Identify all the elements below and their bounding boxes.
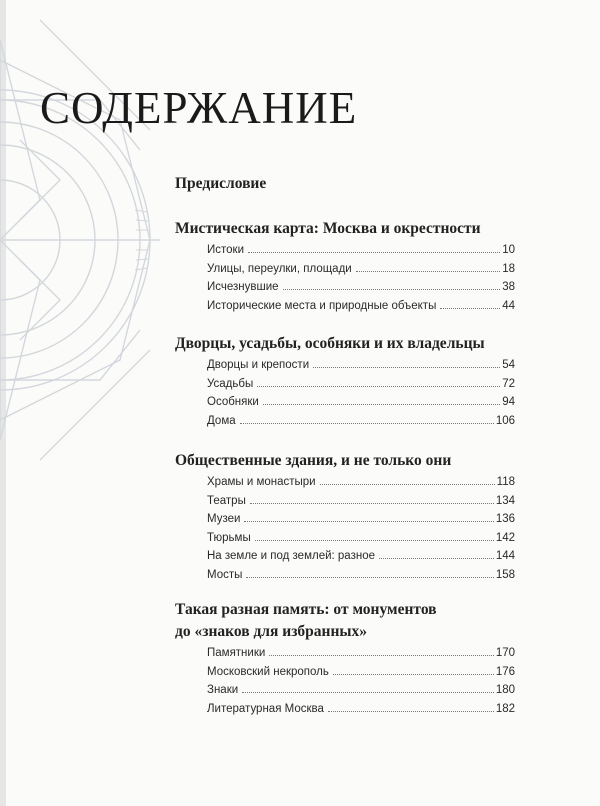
toc-section: [175, 333, 515, 433]
entry-name: Знаки: [207, 684, 239, 697]
toc-entry: [175, 263, 515, 282]
dot-leader: [250, 503, 494, 504]
toc-entry: [175, 666, 515, 685]
toc-section: [175, 599, 515, 721]
dot-leader: [440, 308, 500, 309]
entry-page: 176: [495, 665, 515, 678]
toc-entry: [175, 647, 515, 666]
dot-leader: [328, 711, 494, 712]
entry-page: 182: [495, 702, 515, 715]
entry-name: Дворцы и крепости: [207, 359, 310, 371]
section-title: [175, 218, 515, 240]
dot-leader: [244, 521, 493, 522]
dot-leader: [255, 540, 494, 541]
dot-leader: [263, 404, 500, 405]
entry-name: Московский некрополь: [207, 665, 329, 678]
entry-name: Истоки: [207, 244, 245, 256]
preface-heading: Предисловие: [175, 175, 267, 192]
entry-page: 106: [495, 414, 515, 427]
dot-leader: [283, 289, 501, 290]
entry-name: Литературная Москва: [207, 702, 324, 715]
entry-name: Исчезнувшие: [207, 281, 279, 294]
toc-entry: [175, 300, 515, 319]
entry-name: Дома: [207, 414, 236, 427]
entry-name: Тюрьмы: [207, 531, 251, 544]
compass-ornament-icon: [0, 0, 170, 480]
entry-page: 136: [495, 513, 515, 526]
dot-leader: [356, 271, 500, 272]
entry-page: 10: [502, 244, 515, 256]
entry-page: 38: [502, 281, 515, 294]
entry-name: Улицы, переулки, площади: [207, 262, 352, 275]
entry-page: 144: [495, 550, 515, 563]
entry-name: Памятники: [207, 647, 266, 659]
entry-page: 158: [495, 568, 515, 581]
dot-leader: [257, 386, 500, 387]
entry-page: 170: [495, 647, 515, 659]
toc-entry: [175, 569, 515, 588]
entry-page: 118: [496, 476, 515, 488]
toc-entry: [175, 532, 515, 551]
dot-leader: [242, 692, 494, 693]
toc-entry: [175, 684, 515, 703]
entry-page: 44: [502, 299, 515, 312]
dot-leader: [320, 484, 495, 485]
section-title: [175, 333, 515, 355]
entry-name: Храмы и монастыри: [207, 476, 316, 488]
entry-name: На земле и под землей: разное: [207, 550, 375, 563]
toc-entry: [175, 415, 515, 434]
dot-leader: [248, 252, 500, 253]
toc-entry: [175, 396, 515, 415]
toc-entry: [175, 359, 515, 378]
section-title-line: Мистическая карта: Москва и окрестности: [175, 220, 481, 237]
entry-name: Театры: [207, 494, 246, 507]
section-title-line: до «знаков для избранных»: [175, 623, 368, 640]
dot-leader: [379, 558, 494, 559]
toc-entry: [175, 378, 515, 397]
dot-leader: [269, 655, 494, 656]
entry-page: 142: [495, 531, 515, 544]
dot-leader: [246, 577, 493, 578]
section-title-line: Дворцы, усадьбы, особняки и их владельцы: [175, 335, 485, 352]
entry-page: 54: [502, 359, 515, 371]
toc-entry: [175, 703, 515, 722]
toc-section: [175, 450, 515, 588]
toc-entry: [175, 550, 515, 569]
section-title-line: Такая разная память: от монументов: [175, 601, 437, 618]
dot-leader: [313, 367, 500, 368]
toc-entry: [175, 495, 515, 514]
entry-name: Исторические места и природные объекты: [207, 299, 437, 312]
page-title: СОДЕРЖАНИЕ: [40, 83, 358, 133]
entry-name: Особняки: [207, 396, 259, 409]
entry-page: 180: [495, 684, 515, 697]
entry-name: Усадьбы: [207, 377, 254, 390]
dot-leader: [240, 423, 494, 424]
entry-name: Музеи: [207, 513, 241, 526]
section-title: [175, 450, 515, 472]
toc-entry: [175, 513, 515, 532]
dot-leader: [333, 674, 494, 675]
section-title-line: Общественные здания, и не только они: [175, 452, 452, 469]
entry-page: 134: [495, 494, 515, 507]
toc-entry: [175, 281, 515, 300]
entry-page: 72: [502, 377, 515, 390]
section-title: [175, 599, 515, 643]
toc-section: [175, 218, 515, 318]
toc-entry: [175, 476, 515, 495]
entry-page: 18: [502, 262, 515, 275]
entry-page: 94: [502, 396, 515, 409]
entry-name: Мосты: [207, 568, 243, 581]
toc-entry: [175, 244, 515, 263]
